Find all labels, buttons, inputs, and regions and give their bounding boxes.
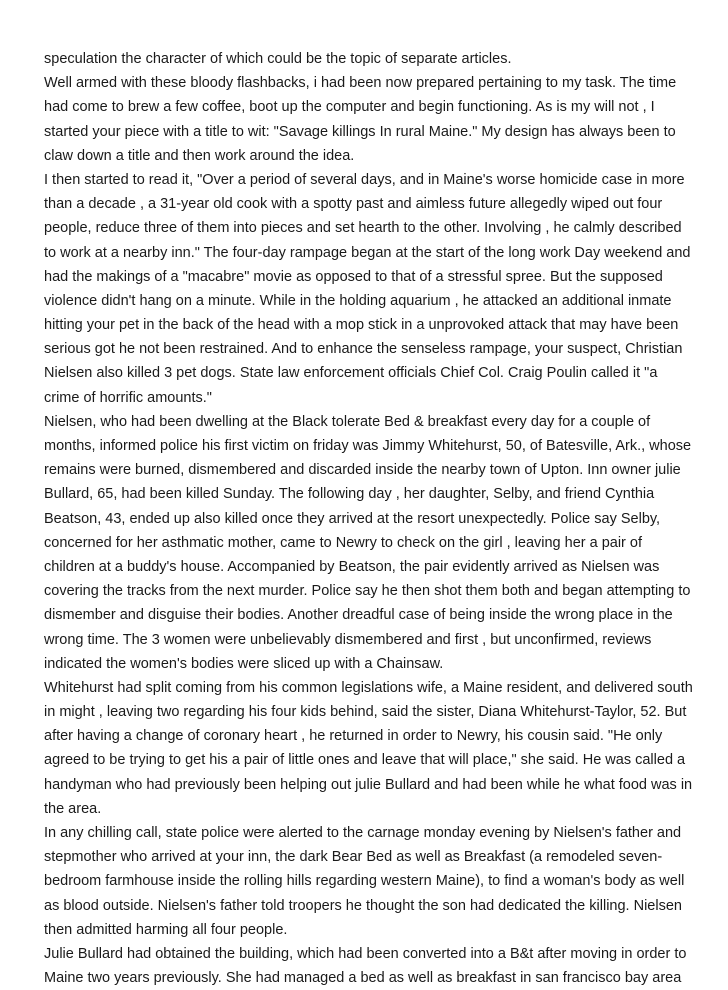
text-line: after having a change of coronary heart , he returned in order to Newry, his cousin said. "He only xyxy=(44,728,663,745)
text-line: people, reduce three of them into pieces and set hearth to the other. Involving , he calmly described xyxy=(44,220,682,237)
text-line: covering the tracks from the next murder. Police say he then shot them both and began attempting to xyxy=(44,583,691,600)
text-line: in might , leaving two regarding his four kids behind, said the sister, Diana Whitehurst-Taylor, 52. But xyxy=(44,704,687,721)
text-line: Beatson, 43, ended up also killed once they arrived at the resort unexpectedly. Police say Selby, xyxy=(44,510,661,527)
text-line: concerned for her asthmatic mother, came to Newry to check on the girl , leaving her a pair of xyxy=(44,534,643,551)
text-line: claw down a title and then work around the idea. xyxy=(44,147,355,164)
text-line: then admitted harming all four people. xyxy=(44,921,288,938)
text-line: handyman who had previously been helping out julie Bullard and had been while he what food was in xyxy=(44,776,693,793)
text-line: to work at a nearby inn." The four-day rampage began at the start of the long work Day weekend and xyxy=(44,244,691,261)
text-line: indicated the women's bodies were sliced up with a Chainsaw. xyxy=(44,655,444,672)
text-line: Bullard, 65, had been killed Sunday. The following day , her daughter, Selby, and friend Cynthia xyxy=(44,486,655,503)
text-line: dismember and disguise their bodies. Another dreadful case of being inside the wrong place in the xyxy=(44,607,673,624)
text-line: started your piece with a title to wit: "Savage killings In rural Maine." My design has always been to xyxy=(44,123,676,140)
text-line: serious got he not been restrained. And to enhance the senseless rampage, your suspect, Christian xyxy=(44,341,683,358)
text-line: In any chilling call, state police were alerted to the carnage monday evening by Nielsen's father and xyxy=(44,825,682,841)
text-line: Nielsen also killed 3 pet dogs. State law enforcement officials Chief Col. Craig Poulin called it "a xyxy=(44,365,658,382)
text-line: Nielsen, who had been dwelling at the Black tolerate Bed & breakfast every day for a couple of xyxy=(44,413,651,430)
text-line: had the makings of a "macabre" movie as opposed to that of a stressful spree. But the supposed xyxy=(44,268,663,285)
text-line: hitting your pet in the back of the head with a mop stick in a unprovoked attack that may have been xyxy=(44,317,679,334)
text-line: crime of horrific amounts." xyxy=(44,389,212,406)
text-line: wrong time. The 3 women were unbelievably dismembered and first , but unconfirmed, reviews xyxy=(44,631,652,648)
text-line: had come to brew a few coffee, boot up the computer and begin functioning. As is my will not , I xyxy=(44,99,655,116)
document-page xyxy=(44,47,694,990)
text-line: as blood outside. Nielsen's father told troopers he thought the son had dedicated the killing. Nielsen xyxy=(44,897,682,914)
text-line: Well armed with these bloody flashbacks, i had been now prepared pertaining to my task. The time xyxy=(44,75,677,92)
text-line: speculation the character of which could be the topic of separate articles. xyxy=(44,51,512,67)
text-line: agreed to be trying to get his a pair of little ones and leave that will place," she said. He was called a xyxy=(44,752,686,769)
text-line: than a decade , a 31-year old cook with a spotty past and aimless future allegedly wiped out four xyxy=(44,196,663,213)
text-line: violence didn't hang on a minute. While in the holding aquarium , he attacked an additional inmate xyxy=(44,292,672,309)
text-line: stepmother who arrived at your inn, the dark Bear Bed as well as Breakfast (a remodeled seven- xyxy=(44,849,663,866)
text-line: months, informed police his first victim on friday was Jimmy Whitehurst, 50, of Batesville, Ark., whose xyxy=(44,438,692,454)
text-line: remains were burned, dismembered and discarded inside the nearby town of Upton. Inn owner julie xyxy=(44,462,681,479)
text-line: Whitehurst had split coming from his common legislations wife, a Maine resident, and delivered south xyxy=(44,679,693,696)
text-line: the area. xyxy=(44,800,102,817)
text-line: I then started to read it, "Over a period of several days, and in Maine's worse homicide case in more xyxy=(44,171,685,188)
text-line: Julie Bullard had obtained the building, which had been converted into a B&t after moving in order to xyxy=(44,945,687,962)
text-line: Maine two years previously. She had managed a bed as well as breakfast in san francisco bay area xyxy=(44,970,682,987)
text-line: bedroom farmhouse inside the rolling hills regarding western Maine), to find a woman's body as well xyxy=(44,873,685,890)
text-line: children at a buddy's house. Accompanied by Beatson, the pair evidently arrived as Nielsen was xyxy=(44,558,660,575)
